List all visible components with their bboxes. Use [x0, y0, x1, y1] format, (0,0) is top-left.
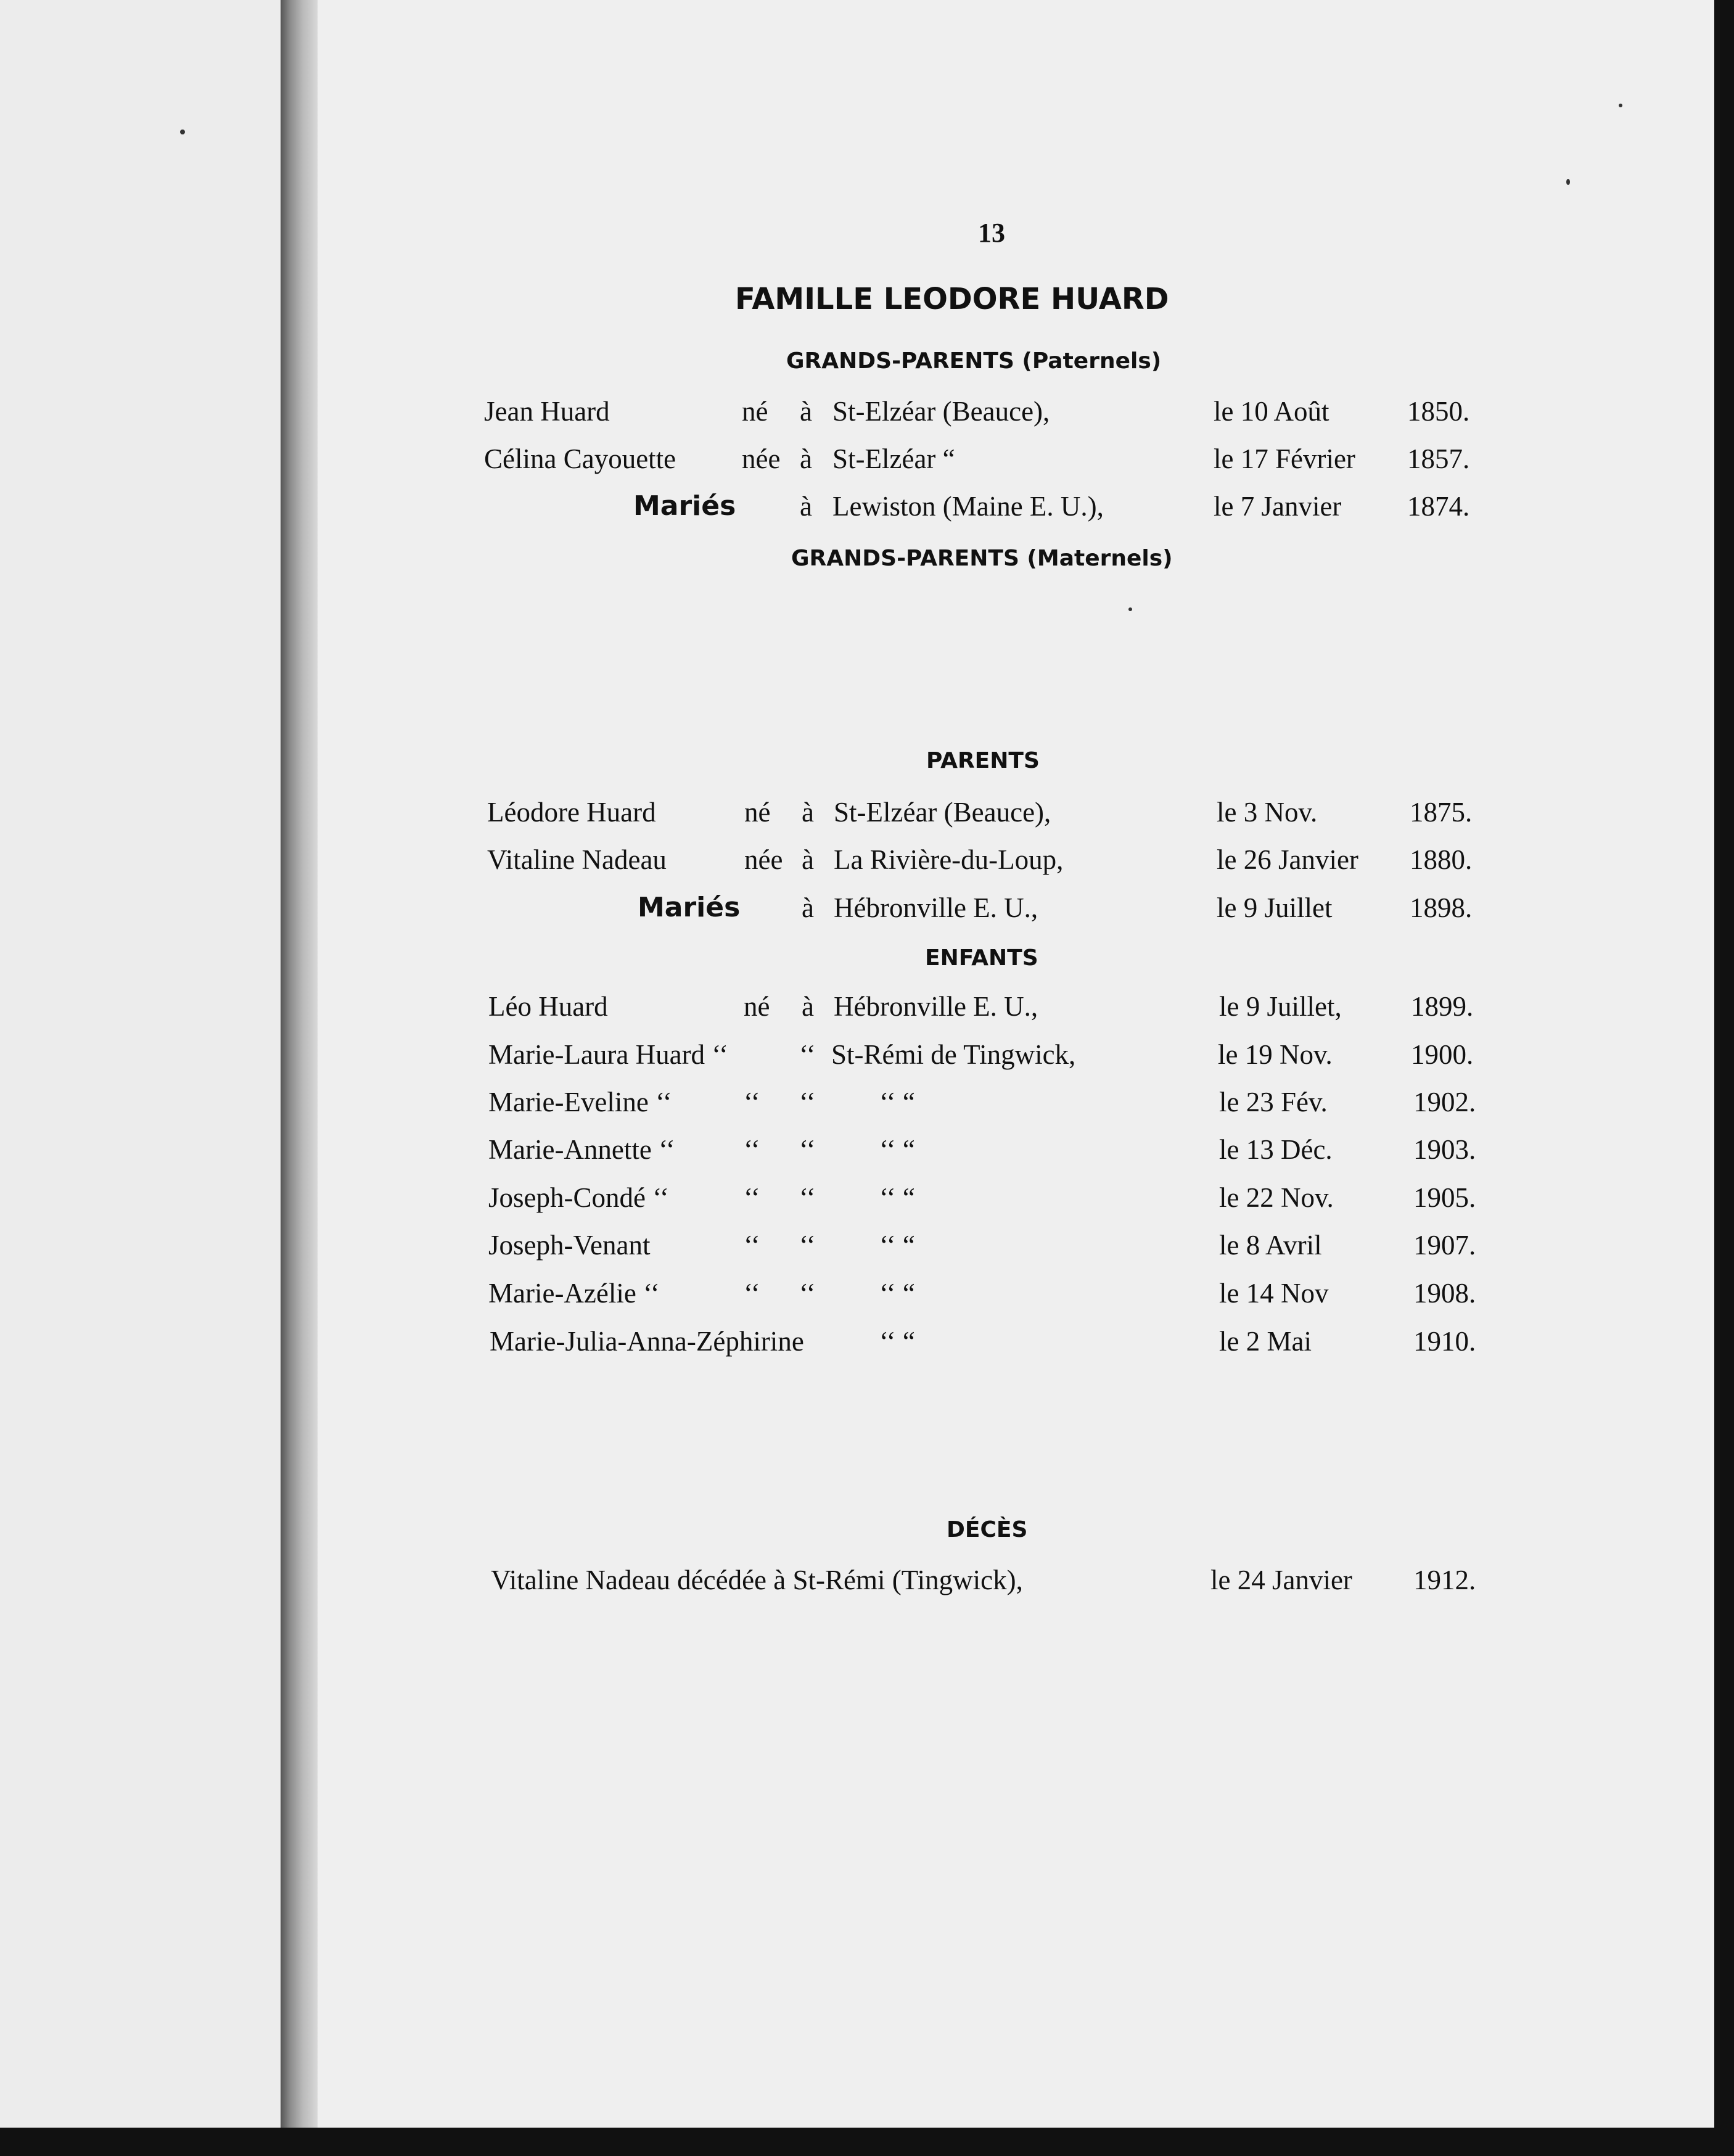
marriage-year: 1874.: [1407, 491, 1470, 522]
preposition: ‘‘: [799, 1087, 816, 1117]
birth-date: le 22 Nov.: [1219, 1182, 1334, 1213]
birth-place: ‘‘ “: [879, 1182, 915, 1213]
child-name: Marie-Azélie ‘‘: [488, 1278, 660, 1309]
birth-year: 1857.: [1407, 443, 1470, 474]
page-number: 13: [978, 218, 1005, 248]
birth-verb: ‘‘: [744, 1278, 760, 1309]
birth-date: le 10 Août: [1214, 396, 1329, 427]
birth-place: ‘‘ “: [879, 1326, 915, 1357]
scan-speck: [1566, 179, 1570, 185]
child-name: Marie-Julia-Anna-Zéphirine: [490, 1326, 804, 1357]
birth-year: 1902.: [1413, 1087, 1476, 1117]
marriage-date: le 7 Janvier: [1214, 491, 1342, 522]
preposition: ‘‘: [799, 1278, 816, 1309]
birth-place: La Rivière-du-Loup,: [834, 844, 1064, 875]
marriage-year: 1898.: [1410, 892, 1473, 923]
birth-verb: né: [744, 991, 770, 1022]
death-date: le 24 Janvier: [1210, 1565, 1352, 1595]
page-title: FAMILLE LEODORE HUARD: [735, 282, 1169, 316]
person-name: Vitaline Nadeau: [487, 844, 667, 875]
preposition: à: [802, 797, 814, 828]
preposition: à: [800, 396, 812, 427]
scan-right-edge: [1714, 0, 1734, 2156]
preposition: à: [800, 443, 812, 474]
birth-place: St-Elzéar “: [832, 443, 955, 474]
birth-year: 1903.: [1413, 1134, 1476, 1165]
birth-date: le 19 Nov.: [1218, 1039, 1333, 1070]
birth-date: le 14 Nov: [1219, 1278, 1329, 1309]
preposition: à: [802, 991, 814, 1022]
birth-verb: né: [744, 797, 771, 828]
book-spine: [281, 0, 318, 2156]
birth-verb: ‘‘: [744, 1087, 760, 1117]
birth-year: 1850.: [1407, 396, 1470, 427]
preposition: à: [802, 892, 814, 923]
birth-date: le 3 Nov.: [1217, 797, 1318, 828]
preposition: à: [802, 844, 814, 875]
preposition: ‘‘: [799, 1134, 816, 1165]
birth-place: St-Rémi de Tingwick,: [831, 1039, 1076, 1070]
birth-place: ‘‘ “: [879, 1087, 915, 1117]
birth-year: 1908.: [1413, 1278, 1476, 1309]
birth-place: St-Elzéar (Beauce),: [832, 396, 1050, 427]
birth-place: St-Elzéar (Beauce),: [834, 797, 1051, 828]
child-name: Joseph-Venant: [488, 1230, 651, 1261]
preposition: ‘‘: [799, 1230, 816, 1261]
married-label: Mariés: [638, 892, 741, 923]
scan-background: [0, 0, 281, 2156]
section-heading-enfants: ENFANTS: [925, 945, 1038, 971]
scan-bottom-edge: [0, 2128, 1734, 2156]
scan-speck: [1619, 104, 1622, 107]
child-name: Léo Huard: [488, 991, 608, 1022]
section-heading-paternal: GRANDS-PARENTS (Paternels): [786, 348, 1162, 374]
section-heading-parents: PARENTS: [926, 748, 1040, 773]
preposition: à: [800, 491, 812, 522]
birth-place: ‘‘ “: [879, 1278, 915, 1309]
birth-verb: ‘‘: [744, 1182, 760, 1213]
death-record: Vitaline Nadeau décédée à St-Rémi (Tingwick),: [491, 1565, 1023, 1595]
birth-date: le 9 Juillet,: [1219, 991, 1342, 1022]
section-heading-maternal: GRANDS-PARENTS (Maternels): [791, 546, 1173, 571]
birth-year: 1899.: [1411, 991, 1474, 1022]
birth-verb: née: [744, 844, 783, 875]
birth-date: le 17 Février: [1214, 443, 1355, 474]
person-name: Jean Huard: [484, 396, 610, 427]
birth-year: 1905.: [1413, 1182, 1476, 1213]
child-name: Joseph-Condé ‘‘: [488, 1182, 669, 1213]
preposition: ‘‘: [799, 1182, 816, 1213]
child-name: Marie-Laura Huard ‘‘: [488, 1039, 728, 1070]
birth-year: 1875.: [1410, 797, 1473, 828]
birth-year: 1880.: [1410, 844, 1473, 875]
birth-verb: né: [742, 396, 768, 427]
birth-year: 1907.: [1413, 1230, 1476, 1261]
marriage-place: Lewiston (Maine E. U.),: [832, 491, 1104, 522]
scan-speck: [1128, 607, 1132, 611]
preposition: ‘‘: [799, 1039, 816, 1070]
birth-year: 1910.: [1413, 1326, 1476, 1357]
marriage-place: Hébronville E. U.,: [834, 892, 1038, 923]
scan-speck: [180, 130, 185, 134]
birth-date: le 23 Fév.: [1219, 1087, 1328, 1117]
birth-year: 1900.: [1411, 1039, 1474, 1070]
marriage-date: le 9 Juillet: [1217, 892, 1333, 923]
birth-date: le 13 Déc.: [1219, 1134, 1333, 1165]
section-heading-deces: DÉCÈS: [947, 1517, 1028, 1542]
birth-place: ‘‘ “: [879, 1230, 915, 1261]
child-name: Marie-Eveline ‘‘: [488, 1087, 672, 1117]
birth-verb: née: [742, 443, 781, 474]
child-name: Marie-Annette ‘‘: [488, 1134, 675, 1165]
person-name: Célina Cayouette: [484, 443, 676, 474]
birth-verb: ‘‘: [744, 1134, 760, 1165]
death-year: 1912.: [1413, 1565, 1476, 1595]
birth-date: le 26 Janvier: [1217, 844, 1358, 875]
married-label: Mariés: [633, 490, 736, 522]
birth-date: le 2 Mai: [1219, 1326, 1312, 1357]
birth-place: ‘‘ “: [879, 1134, 915, 1165]
birth-verb: ‘‘: [744, 1230, 760, 1261]
birth-place: Hébronville E. U.,: [834, 991, 1038, 1022]
birth-date: le 8 Avril: [1219, 1230, 1322, 1261]
person-name: Léodore Huard: [487, 797, 656, 828]
